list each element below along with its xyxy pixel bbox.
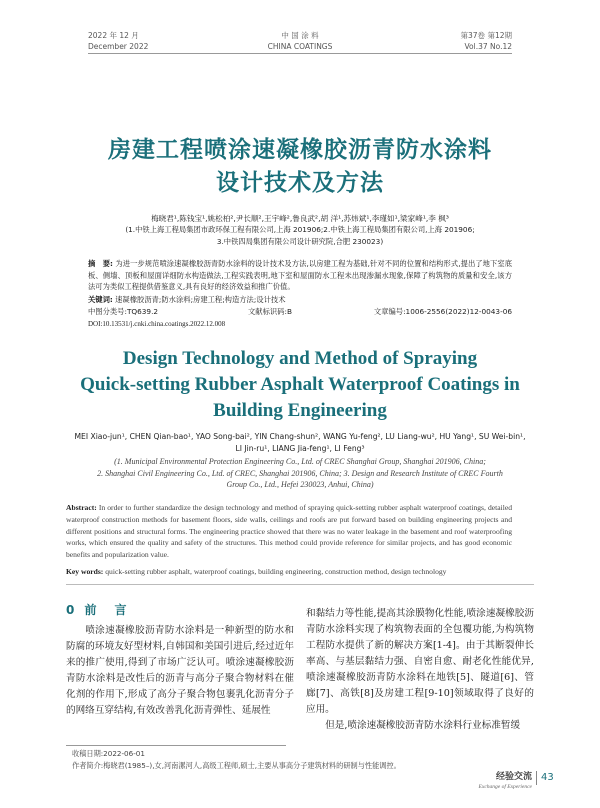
journal-name-en: CHINA COATINGS — [267, 42, 333, 51]
intro-text-left: 喷涂速凝橡胶沥青防水涂料是一种新型的防水和防腐的环境友好型材料,自韩国和美国引进后,经过近年来的推广使用,得到了市场广泛认可。喷涂速凝橡胶沥青防水涂料是改性后的沥青与高分子聚合物材料在催化剂的作用下,形成了高分子聚合物包裹乳化沥青分子的网络互穿结构,有效改善乳化沥青弹性、延展性 — [66, 625, 294, 716]
header-rule — [88, 53, 512, 54]
volume-cn: 第37卷 第12期 — [460, 31, 512, 40]
keywords-cn — [88, 294, 512, 305]
chinese-title-line1: 房建工程喷涂速凝橡胶沥青防水涂料 — [108, 137, 492, 163]
column-name: 经验交流 — [495, 772, 532, 782]
volume-en: Vol.37 No.12 — [464, 42, 512, 51]
column-name-en: Exchange of Experience — [478, 784, 532, 790]
body-column-left — [66, 602, 294, 719]
keywords-en-label: Key words: — [66, 567, 104, 576]
english-title-line2: Quick-setting Rubber Asphalt Waterproof Coatings in — [80, 374, 520, 395]
section-heading — [66, 602, 294, 618]
abstract-cn-text: 为进一步规范喷涂速凝橡胶沥青防水涂料的设计技术及方法,以房建工程为基础,针对不同的位置和结构形式,提出了地下室底板、侧墙、顶板和屋面详细防水构造做法,工程实践表明,地下室和屋面防水工程未出现渗漏水现象,保障了构筑物的质量和安全,该方法可为类似工程提供借鉴意义,具有良好的经济效益和推广价值。 — [88, 259, 512, 291]
document-code: 文献标识码:B — [248, 307, 292, 316]
english-title-line3: Building Engineering — [213, 400, 387, 421]
authors-en — [70, 431, 530, 455]
authors-en-line1: MEI Xiao-jun¹, CHEN Qian-bao¹, YAO Song-bai², YIN Chang-shun², WANG Yu-feng², LU Liang-wu², HU Yang¹, SU Wei-bin¹, — [74, 432, 526, 441]
intro-paragraph-1 — [66, 623, 294, 719]
chinese-title — [40, 134, 560, 200]
abstract-cn-label: 摘 要: — [88, 259, 113, 268]
abstract-cn — [88, 258, 512, 293]
affiliation-cn-line2: 3.中铁四局集团有限公司设计研究院,合肥 230023) — [216, 237, 384, 246]
english-title-line1: Design Technology and Method of Spraying — [122, 348, 478, 369]
chinese-title-line2: 设计技术及方法 — [216, 170, 384, 196]
article-number: 文章编号:1006-2556(2022)12-0043-06 — [373, 307, 512, 316]
authors-cn: 梅晓君¹,陈钱宝¹,姚松柏²,尹长顺²,王宇峰²,鲁良武²,胡 洋¹,苏炜斌¹,李瑾如¹,梁家峰¹,李 枫³ — [151, 214, 449, 223]
keywords-cn-label: 关键词: — [88, 295, 113, 304]
keywords-en-text: quick-setting rubber asphalt, waterproof coatings, building engineering, construction method, design technology — [105, 567, 447, 576]
keywords-en — [66, 566, 512, 577]
abstract-en-label: Abstract: — [66, 503, 97, 512]
intro-paragraph-2 — [306, 606, 534, 734]
authors-en-line2: LI Jin-ru¹, LIANG Jia-feng¹, LI Feng³ — [235, 444, 365, 453]
journal-name-cn: 中 国 涂 料 — [281, 31, 319, 40]
english-title — [60, 346, 540, 424]
affiliation-cn-line1: (1.中铁上海工程局集团市政环保工程有限公司,上海 201906;2.中铁上海工程局集团有限公司,上海 201906; — [125, 225, 475, 234]
issue-date-en: December 2022 — [88, 42, 149, 51]
abstract-en-text: In order to further standardize the design technology and method of spraying quick-setting rubber asphalt waterproof coatings, detailed waterproof construction methods for basement floors, side walls, ceilings and roofs are put forward based on building engineering projects and different positions and structural forms. The engineering practice showed that there was no water leakage in the basement and roof waterproofing works, which ensured the quality and safety of the structures. This method could provide reference for similar projects, and has good economic benefits and popularization value. — [66, 503, 512, 560]
affiliation-cn — [80, 224, 520, 248]
affiliation-en-line1: (1. Municipal Environmental Protection Engineering Co., Ltd. of CREC Shanghai Group, Shanghai 201906, China; — [114, 457, 486, 466]
affiliation-en-line3: Group Co., Ltd., Hefei 230023, Anhui, China) — [226, 480, 374, 489]
received-date: 收稿日期:2022-06-01 — [72, 749, 145, 758]
clc-number: 中图分类号:TQ639.2 — [88, 307, 159, 316]
body-column-right — [306, 606, 534, 734]
running-header — [88, 30, 512, 62]
volume-info — [461, 30, 512, 52]
intro-text-right-2: 但是,喷涂速凝橡胶沥青防水涂料行业标准暂缓 — [325, 720, 521, 731]
page-number: 43 — [536, 771, 554, 785]
footnote-rule — [66, 745, 286, 746]
author-intro: 作者简介:梅晓君(1985–),女,河南漯河人,高级工程师,硕士,主要从事高分子建筑材料的研制与性能调控。 — [72, 761, 401, 770]
abstract-en — [66, 502, 512, 561]
intro-text-right: 和黏结力等性能,提高其涂膜物化性能,喷涂速凝橡胶沥青防水涂料实现了构筑物表面的全包覆功能,为构筑物工程防水提供了新的解决方案[1-4]。由于其断裂伸长率高、与基层黏结力强、自密自愈、耐老化性能优异,喷涂速凝橡胶沥青防水涂料在地铁[5]、隧道[6]、管廊[7]、高铁[8]及房建工程[9-10]领域取得了良好的应用。 — [306, 608, 534, 715]
journal-name — [88, 30, 512, 52]
keywords-cn-text: 速凝橡胶沥青;防水涂料;房建工程;构造方法;设计技术 — [115, 295, 286, 304]
section-number: 0 — [66, 603, 78, 617]
affiliation-en — [70, 456, 530, 491]
doi: DOI:10.13531/j.cnki.china.coatings.2022.12.008 — [88, 320, 226, 328]
section-divider — [66, 584, 534, 585]
issue-date-cn: 2022 年 12 月 — [88, 31, 139, 40]
section-title: 前 言 — [84, 603, 130, 617]
affiliation-en-line2: 2. Shanghai Civil Engineering Co., Ltd. of CREC, Shanghai 201906, China; 3. Design and Research Institute of CREC Fourth — [97, 468, 503, 478]
classification-row — [88, 306, 512, 317]
